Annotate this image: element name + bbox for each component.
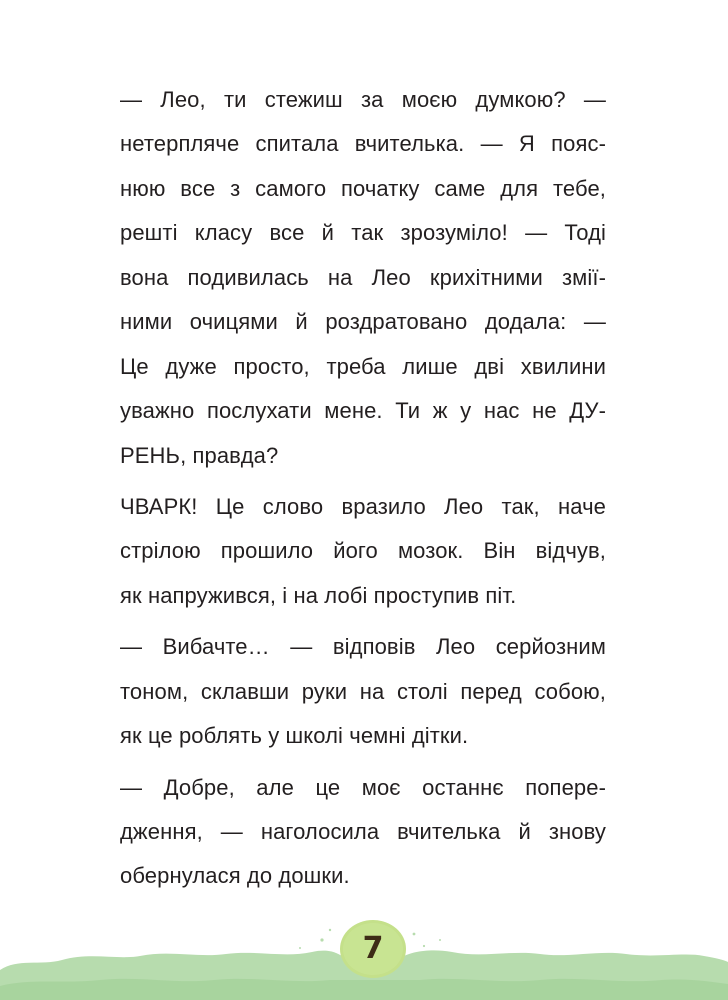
text-line: дження, — наголосила вчителька й знову [120, 819, 606, 844]
paragraph-1 [120, 78, 606, 478]
text-line: — Лео, ти стежиш за моєю думкою? — [120, 87, 606, 112]
text-line: вона подивилась на Лео крихітними змії- [120, 264, 606, 290]
text-line: Це дуже просто, треба лише дві хвилини [120, 353, 606, 379]
page-number: 7 [362, 931, 384, 966]
text-line: тоном, склавши руки на столі перед собою, [120, 678, 606, 704]
text-line: — Вибачте… — відповів Лео серйозним [120, 634, 606, 660]
text-line: решті класу все й так зрозуміло! — Тоді [120, 220, 606, 246]
text-line: уважно послухати мене. Ти ж у нас не ДУ- [120, 398, 606, 424]
text-line: нетерпляче спитала вчителька. — Я пояс- [120, 131, 606, 157]
grass-shade [0, 979, 728, 1000]
paragraph-4 [120, 766, 606, 899]
text-line: стрілою прошило його мозок. Він відчув, [120, 538, 606, 564]
text-line: як напружився, і на лобі проступив піт. [120, 582, 517, 608]
body-text [120, 78, 606, 899]
text-line: ЧВАРК! Це слово вразило Лео так, наче [120, 493, 606, 519]
text-line: РЕНЬ, правда? [120, 442, 279, 468]
paragraph-3 [120, 625, 606, 758]
text-line: обернулася до дошки. [120, 863, 350, 889]
text-line: — Добре, але це моє останнє попере- [120, 774, 606, 800]
text-line: як це роблять у школі чемні дітки. [120, 723, 469, 749]
text-line: нюю все з самого початку саме для тебе, [120, 175, 606, 201]
text-line: ними очицями й роздратовано додала: — [120, 309, 606, 335]
paragraph-2 [120, 485, 606, 618]
